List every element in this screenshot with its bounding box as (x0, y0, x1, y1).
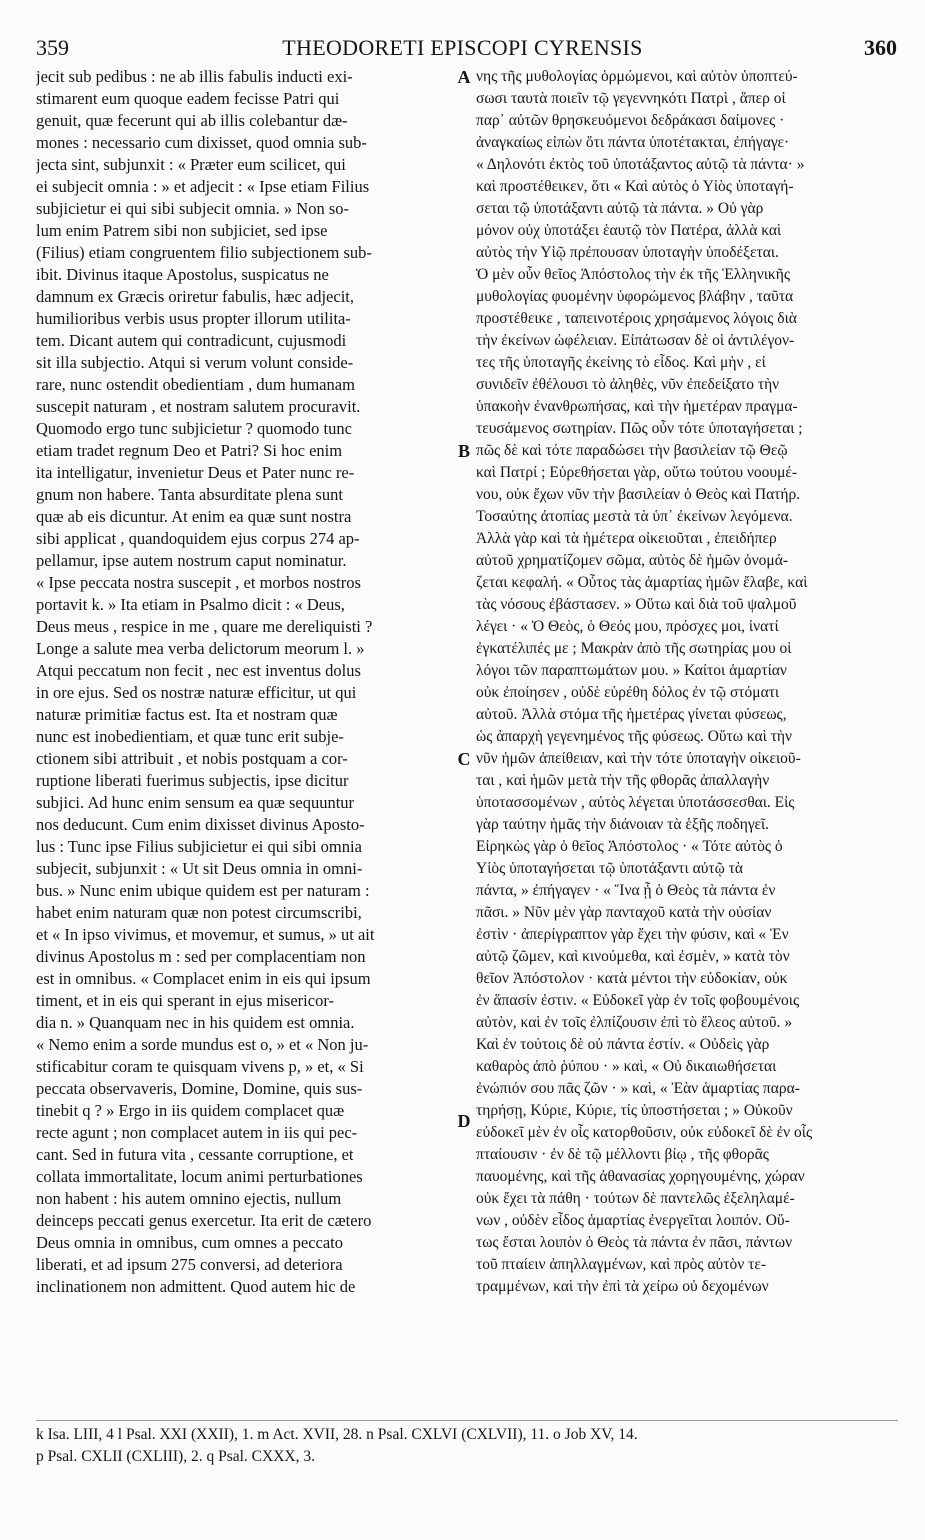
text-line: humilioribus verbis usus propter illorum utilita- (36, 309, 351, 328)
text-line: αὐτοῦ χρηματίζομεν σῶμα, αὐτὸς δὲ ἡμῶν ὀνομά- (476, 552, 788, 569)
text-line: καὶ προστέθεικεν, ὅτι « Καὶ αὐτὸς ὁ Υἱὸς ὑποταγή- (476, 178, 794, 195)
text-line: peccata observaveris, Domine, Domine, quis sus- (36, 1079, 363, 1098)
text-line: Τοσαύτης ἀτοπίας μεστὰ τὰ ὑπ᾽ ἐκείνων λεγόμενα. (476, 508, 793, 525)
text-line: πᾶσι. » Νῦν μὲν γὰρ πανταχοῦ κατὰ τὴν οὐσίαν (476, 904, 772, 921)
text-line: τηρήσῃ, Κύριε, Κύριε, τίς ὑποστήσεται ; » Οὐκοῦν (476, 1102, 793, 1119)
text-line: (Filius) etiam congruentem filio subjectionem sub- (36, 243, 372, 262)
text-line: naturæ primitiæ factus est. Ita et nostram quæ (36, 705, 338, 724)
text-line: καὶ Πατρί ; Εὑρεθήσεται γὰρ, οὕτω τούτου νοουμέ- (476, 464, 798, 481)
text-line: portavit k. » Ita etiam in Psalmo dicit : « Deus, (36, 595, 345, 614)
text-line: νης τῆς μυθολογίας ὁρμώμενοι, καὶ αὐτὸν ὑποπτεύ- (476, 68, 798, 85)
text-line: rare, nunc ostendit obedientiam , dum humanam (36, 375, 355, 394)
text-line: subjecit, subjunxit : « Ut sit Deus omnia in omni- (36, 859, 363, 878)
text-line: μυθολογίας φυομένην ὑφορώμενος βλάβην , ταῦτα (476, 288, 794, 305)
text-line: jecta sint, subjunxit : « Præter eum scilicet, qui (36, 155, 346, 174)
latin-column (36, 66, 454, 1298)
footnotes (36, 1424, 906, 1468)
text-line: jecit sub pedibus : ne ab illis fabulis inducti exi- (36, 67, 353, 86)
text-line: τες τῆς ὑποταγῆς ἐκείνης τὸ εἶδος. Καὶ μὴν , εἰ (476, 354, 766, 371)
text-line: πάντα, » ἐπήγαγεν · « Ἵνα ᾖ ὁ Θεὸς τὰ πάντα ἐν (476, 882, 776, 899)
text-line: μόνον οὐχ ὑποτάξει ἑαυτῷ τὸν Πατέρα, ἀλλὰ καὶ (476, 222, 782, 239)
text-line: Καὶ ἐν τούτοις δὲ οὐ πάντα ἐστίν. « Οὐδεὶς γὰρ (476, 1036, 770, 1053)
text-line: gnum non habere. Tanta absurditate plena sunt (36, 485, 343, 504)
text-line: ἐνώπιόν σου πᾶς ζῶν · » καὶ, « Ἐὰν ἁμαρτίας παρα- (476, 1080, 800, 1097)
text-line: σωσι ταυτὰ ποιεῖν τῷ γεγεννηκότι Πατρὶ , ἅπερ οἱ (476, 90, 786, 107)
text-line: subjici. Ad hunc enim sensum ea quæ sequuntur (36, 793, 355, 812)
page-number-left: 359 (36, 35, 69, 60)
footnote-rule (36, 1420, 898, 1421)
text-line: deinceps peccati genus exercetur. Ita erit de cætero (36, 1211, 372, 1230)
text-line: est in omnibus. « Complacet enim in eis qui ipsum (36, 969, 371, 988)
text-line: stimarent eum quoque eadem fecisse Patri qui (36, 89, 340, 108)
text-line: νων , οὐδὲν εἶδος ἁμαρτίας ἐνεργεῖται λοιπόν. Οὕ- (476, 1212, 790, 1229)
text-line: non habent : his autem omnino ejectis, nullum (36, 1189, 342, 1208)
text-line: collata immortalitate, locum animi perturbationes (36, 1167, 363, 1186)
text-line: ὑπακοὴν ἐνανθρωπήσας, καὶ τὴν ἡμετέραν πραγμα- (476, 398, 798, 415)
text-line: damnum ex Græcis oriretur fabulis, hæc adjecit, (36, 287, 354, 306)
text-line: Ὁ μὲν οὖν θεῖος Ἀπόστολος τὴν ἐκ τῆς Ἑλληνικῆς (476, 266, 790, 283)
text-line: καθαρὸς ἀπὸ ῥύπου · » καὶ, « Οὐ δικαιωθήσεται (476, 1058, 777, 1075)
text-line: lus : Tunc ipse Filius subjicietur ei qui sibi omnia (36, 837, 362, 856)
text-line: Longe a salute mea verba delictorum meorum l. » (36, 639, 365, 658)
text-line: et « In ipso vivimus, et movemur, et sumus, » ut ait (36, 925, 375, 944)
text-line: habet enim naturam quæ non potest circumscribi, (36, 903, 362, 922)
footnote-line: k Isa. LIII, 4 l Psal. XXI (XXII), 1. m Act. XVII, 28. n Psal. CXLVI (CXLVII), 11. o Job XV, 14. (36, 1426, 638, 1443)
text-line: ruptione liberati fuerimus subjectis, ipse dicitur (36, 771, 349, 790)
running-title: THEODORETI EPISCOPI CYRENSIS (282, 35, 643, 60)
text-line: lum enim Patrem sibi non subjiciet, sed ipse (36, 221, 328, 240)
page-number-right: 360 (864, 35, 897, 60)
text-line: Atqui peccatum non fecit , nec est inventus dolus (36, 661, 361, 680)
text-line: αὐτὸς τὴν Υἱῷ πρέπουσαν ὑποταγὴν ὑποδέξεται. (476, 244, 779, 261)
text-line: αὐτὸν, καὶ ἐν τοῖς ἐλπίζουσιν ἐπὶ τὸ ἔλεος αὐτοῦ. » (476, 1014, 793, 1031)
text-line: « Nemo enim a sorde mundus est o, » et « Non ju- (36, 1035, 369, 1054)
text-line: etiam tradet regnum Deo et Patri? Si hoc enim (36, 441, 343, 460)
text-line: dia n. » Quanquam nec in his quidem est omnia. (36, 1013, 355, 1032)
text-line: παρ᾽ αὐτῶν θρησκευόμενοι δεδράκασι δαίμονες · (476, 112, 785, 129)
text-line: divinus Apostolus m : sed per complacentiam non (36, 947, 366, 966)
text-line: subjicietur ei qui sibi subjecit omnia. » Non so- (36, 199, 350, 218)
text-line: Quomodo ergo tunc subjicietur ? quomodo tunc (36, 419, 352, 438)
text-line: τραμμένων, καὶ τὴν ἐπὶ τὰ χείρω οὐ δεχομένων (476, 1278, 769, 1295)
text-line: tinebit q ? » Ergo in iis quidem complacet quæ (36, 1101, 345, 1120)
text-line: γὰρ ταύτην ἡμᾶς τὴν διάνοιαν τὰ ἑξῆς ποδηγεῖ. (476, 816, 770, 833)
text-line: stificabitur coram te quisquam vivens p, » et, « Si (36, 1057, 364, 1076)
text-line: νῦν ἡμῶν ἀπείθειαν, καὶ τὴν τότε ὑποταγὴν οἰκειοῦ- (476, 750, 801, 767)
text-line: ται , καὶ ἡμῶν μετὰ τὴν τῆς φθορᾶς ἀπαλλαγὴν (476, 772, 770, 789)
text-line: τὰς νόσους ἐβάστασεν. » Οὕτω καὶ διὰ τοῦ ψαλμοῦ (476, 596, 797, 613)
margin-letter-b: B (457, 441, 470, 461)
text-line: ei subjecit omnia : » et adjecit : « Ipse etiam Filius (36, 177, 370, 196)
text-line: παυομένης, καὶ τῆς ἀθανασίας χορηγουμένης, χώραν (476, 1168, 805, 1185)
text-line: nos deducunt. Cum enim dixisset divinus Aposto- (36, 815, 365, 834)
text-line: recte agunt ; non complacet autem in iis qui pec- (36, 1123, 358, 1142)
text-line: pellamur, ipse autem nostrum caput nominatur. (36, 551, 347, 570)
text-line: suscepit naturam , et nostram salutem procuravit. (36, 397, 361, 416)
text-line: bus. » Nunc enim ubique quidem est per naturam : (36, 881, 370, 900)
text-line: ζεται κεφαλή. « Οὗτος τὰς ἁμαρτίας ἡμῶν ἔλαβε, καὶ (476, 574, 808, 591)
text-line: ctionem sibi attribuit , et nobis postquam a cor- (36, 749, 348, 768)
text-line: ὡς ἀπαρχὴ γεγενημένος τῆς φύσεως. Οὕτω καὶ τὴν (476, 728, 793, 745)
text-line: sibi applicat , quandoquidem ejus corpus 274 ap- (36, 529, 360, 548)
text-line: Ἀλλὰ γὰρ καὶ τὰ ἡμέτερα οἰκειοῦται , ἐπειδήπερ (476, 530, 777, 547)
text-line: τως ἔσται λοιπὸν ὁ Θεὸς τὰ πάντα ἐν πᾶσι, πάντων (476, 1234, 793, 1251)
text-line: sit illa subjectio. Atqui si verum volunt conside- (36, 353, 354, 372)
text-line: ὑποτασσομένων , αὐτὸς λέγεται ὑποτάσσεσθαι. Εἰς (476, 794, 795, 811)
greek-column (476, 66, 898, 1298)
text-line: cant. Sed in futura vita , cessante corruptione, et (36, 1145, 354, 1164)
text-line: θεῖον Ἀπόστολον · κατὰ μέντοι τὴν εὐδοκίαν, οὐκ (476, 970, 788, 987)
text-line: συνιδεῖν ἐθέλουσι τὸ ἀληθὲς, νῦν ἐπεδείξατο τὴν (476, 376, 780, 393)
text-line: liberati, et ad ipsum 275 conversi, ad deteriora (36, 1255, 343, 1274)
text-line: Εἰρηκὼς γὰρ ὁ θεῖος Ἀπόστολος · « Τότε αὐτὸς ὁ (476, 838, 783, 855)
text-line: timent, et in eis qui sperant in ejus misericor- (36, 991, 334, 1010)
text-line: mones : necessario cum dixisset, quod omnia sub- (36, 133, 367, 152)
text-line: ἐγκατέλιπές με ; Μακρὰν ἀπὸ τῆς σωτηρίας μου οἱ (476, 640, 792, 657)
text-line: in ore ejus. Sed os nostræ naturæ efficitur, ut qui (36, 683, 357, 702)
text-line: πταίουσιν · ἐν δὲ τῷ μέλλοντι βίῳ , τῆς φθορᾶς (476, 1146, 769, 1163)
footnote-line: p Psal. CXLII (CXLIII), 2. q Psal. CXXX, 3. (36, 1448, 315, 1465)
text-line: ἀναγκαίως εἰπὼν ὅτι πάντα ὑποτέτακται, ἐπήγαγε· (476, 134, 790, 151)
text-line: πῶς δὲ καὶ τότε παραδώσει τὴν βασιλείαν τῷ Θεῷ (476, 442, 788, 459)
text-line: inclinationem non admittent. Quod autem hic de (36, 1277, 356, 1296)
text-line: Deus meus , respice in me , quare me dereliquisti ? (36, 617, 373, 636)
text-line: οὐκ ἔχει τὰ πάθη · τούτων δὲ παντελῶς ἐξεληλαμέ- (476, 1190, 795, 1207)
text-line: ita intelligatur, invenietur Deus et Pater nunc re- (36, 463, 355, 482)
text-line: αὐτοῦ. Ἀλλὰ στόμα τῆς ἡμετέρας γίνεται φύσεως, (476, 706, 787, 723)
text-line: « Ipse peccata nostra suscepit , et morbos nostros (36, 573, 361, 592)
text-line: ἐστὶν · ἀπερίγραπτον γὰρ ἔχει τὴν φύσιν, καὶ « Ἐν (476, 926, 789, 943)
text-line: νου, οὐκ ἔχων νῦν τὴν βασιλείαν ὁ Θεὸς καὶ Πατήρ. (476, 486, 801, 503)
text-line: τοῦ πταίειν ἀπηλλαγμένων, καὶ πρὸς αὐτὸν τε- (476, 1256, 766, 1273)
text-line: οὐκ ἐποίησεν , οὐδὲ εὑρέθη δόλος ἐν τῷ στόματι (476, 684, 780, 701)
text-line: ἐν ἅπασίν ἐστιν. « Εὐδοκεῖ γὰρ ἐν τοῖς φοβουμένοις (476, 992, 800, 1009)
text-line: Υἱὸς ὑποταγήσεται τῷ ὑποτάξαντι αὐτῷ τὰ (476, 860, 744, 877)
margin-letter-d: D (457, 1111, 471, 1131)
text-line: genuit, quæ fecerunt qui ab illis colebantur dæ- (36, 111, 348, 130)
text-line: εὐδοκεῖ μὲν ἐν οἷς κατορθοῦσιν, οὐκ εὐδοκεῖ δὲ ἐν οἷς (476, 1124, 813, 1141)
text-line: τὴν ἐκείνων ὠφέλειαν. Εἰπάτωσαν δὲ οἱ ἀντιλέγον- (476, 332, 795, 349)
text-line: σεται τῷ ὑποτάξαντι αὐτῷ τὰ πάντα. » Οὐ γὰρ (476, 200, 764, 217)
text-line: ibit. Divinus itaque Apostolus, suspicatus ne (36, 265, 329, 284)
text-line: προστέθεικε , ταπεινοτέροις χρησάμενος λόγοις διὰ (476, 310, 797, 327)
text-line: λόγοι τῶν παραπτωμάτων μου. » Καίτοι ἁμαρτίαν (476, 662, 787, 679)
margin-letter-a: A (457, 67, 471, 87)
text-line: tem. Dicant autem qui contradicunt, cujusmodi (36, 331, 347, 350)
text-line: λέγει · « Ὁ Θεὸς, ὁ Θεός μου, πρόσχες μοι, ἱνατί (476, 618, 779, 635)
text-line: τευσάμενος σωτηρίαν. Πῶς οὖν τότε ὑποταγήσεται ; (476, 420, 803, 437)
text-line: Deus omnia in omnibus, cum omnes a peccato (36, 1233, 344, 1252)
text-line: quæ ab eis dicuntur. At enim ea quæ sunt nostra (36, 507, 352, 526)
text-line: nunc est inobedientiam, et quæ tunc erit subje- (36, 727, 344, 746)
margin-letter-c: C (457, 749, 471, 769)
text-line: αὐτῷ ζῶμεν, καὶ κινούμεθα, καὶ ἐσμὲν, » κατὰ τὸν (476, 948, 790, 965)
text-line: « Δηλονότι ἐκτὸς τοῦ ὑποτάξαντος αὐτῷ τὰ πάντα· » (476, 156, 805, 173)
